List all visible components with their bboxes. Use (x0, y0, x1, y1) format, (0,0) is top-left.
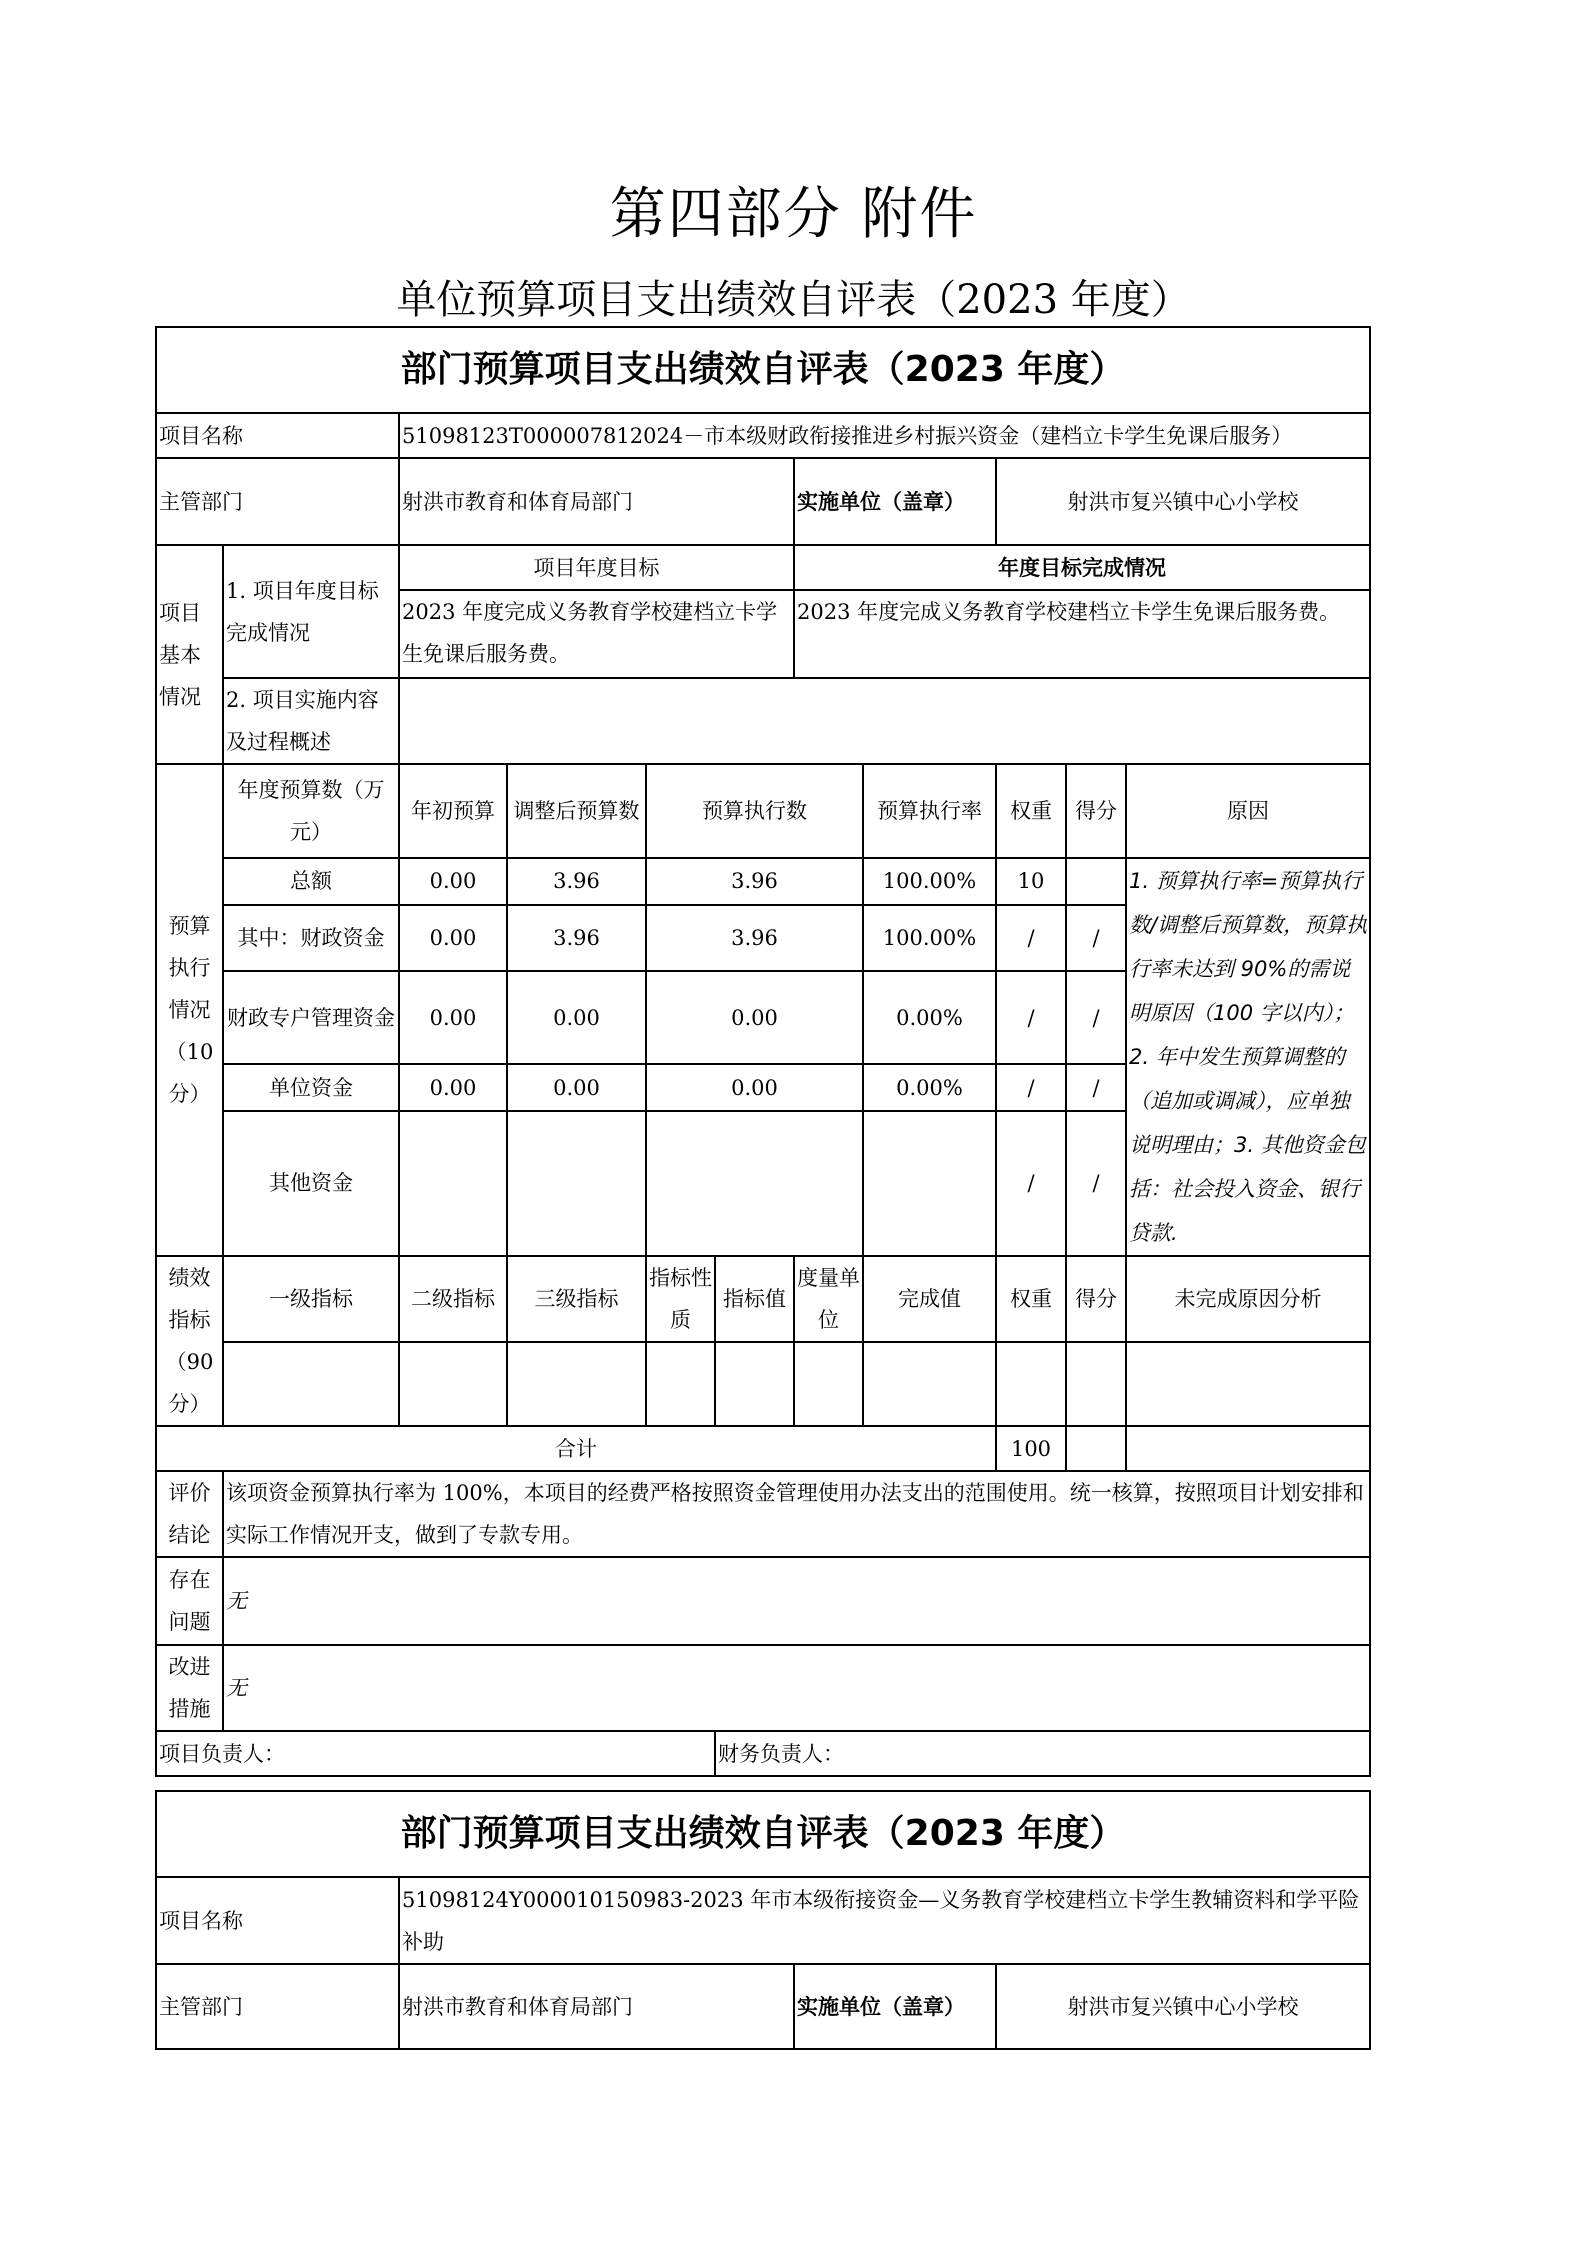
budget-exec-label: 预算执行情况（10分） (156, 764, 223, 1256)
self-evaluation-table-2 (155, 1790, 1371, 2050)
budget-initial: 0.00 (399, 905, 507, 972)
perf-header-4: 指标值 (715, 1256, 794, 1342)
supervisor-dept-label: 主管部门 (156, 458, 399, 545)
perf-indicators-label: 绩效指标（90分） (156, 1256, 223, 1426)
project-name-label: 项目名称 (156, 1877, 399, 1964)
budget-rate: 100.00% (863, 858, 996, 905)
budget-header-2: 调整后预算数 (507, 764, 646, 858)
budget-rate (863, 1111, 996, 1256)
perf-row-empty (156, 1342, 1370, 1426)
perf-header-5: 度量单位 (794, 1256, 863, 1342)
supervisor-dept-label: 主管部门 (156, 1964, 399, 2049)
reason-note: 1. 预算执行率=预算执行数/调整后预算数，预算执行率未达到 90%的需说明原因（100 字以内）；2. 年中发生预算调整的（追加或调减），应单独说明理由；3. 其他资金包括：社会投入资金、银行贷款. (1126, 858, 1370, 1256)
budget-executed: 0.00 (646, 1064, 863, 1111)
budget-executed: 3.96 (646, 858, 863, 905)
impl-unit-value: 射洪市复兴镇中心小学校 (996, 1964, 1370, 2049)
budget-adjusted: 0.00 (507, 1064, 646, 1111)
budget-header-0: 年度预算数（万元） (223, 764, 399, 858)
supervisor-dept-value: 射洪市教育和体育局部门 (399, 1964, 794, 2049)
budget-weight: / (996, 1064, 1066, 1111)
goal-status-value: 2023 年度完成义务教育学校建档立卡学生免课后服务费。 (794, 590, 1370, 678)
finance-lead-label: 财务负责人： (715, 1731, 1370, 1776)
improvements-value: 无 (223, 1645, 1370, 1731)
perf-header-2: 三级指标 (507, 1256, 646, 1342)
perf-header-6: 完成值 (863, 1256, 996, 1342)
budget-score: / (1066, 1111, 1126, 1256)
goal-status-header: 年度目标完成情况 (794, 545, 1370, 590)
budget-executed: 0.00 (646, 971, 863, 1064)
perf-header-8: 得分 (1066, 1256, 1126, 1342)
budget-initial: 0.00 (399, 1064, 507, 1111)
budget-row-label: 其他资金 (223, 1111, 399, 1256)
page-main-title: 第四部分 附件 (609, 182, 978, 247)
annual-goal-header: 项目年度目标 (399, 545, 794, 590)
annual-goal-value: 2023 年度完成义务教育学校建档立卡学生免课后服务费。 (399, 590, 794, 678)
total-weight: 100 (996, 1426, 1066, 1471)
impl-content-label: 2. 项目实施内容及过程概述 (223, 678, 399, 764)
project-name-value: 51098123T000007812024－市本级财政衔接推进乡村振兴资金（建档立卡学生免课后服务） (399, 413, 1370, 458)
perf-header-3: 指标性质 (646, 1256, 715, 1342)
budget-header-1: 年初预算 (399, 764, 507, 858)
impl-unit-value: 射洪市复兴镇中心小学校 (996, 458, 1370, 545)
budget-adjusted: 0.00 (507, 971, 646, 1064)
issues-value: 无 (223, 1557, 1370, 1645)
table-title: 部门预算项目支出绩效自评表（2023 年度） (156, 327, 1370, 413)
budget-score: / (1066, 1064, 1126, 1111)
budget-header-7: 原因 (1126, 764, 1370, 858)
basic-info-label: 项目基本情况 (156, 545, 223, 764)
budget-initial: 0.00 (399, 858, 507, 905)
issues-label: 存在问题 (156, 1557, 223, 1645)
table-title: 部门预算项目支出绩效自评表（2023 年度） (156, 1791, 1370, 1877)
budget-score: / (1066, 905, 1126, 972)
budget-row-label: 财政专户管理资金 (223, 971, 399, 1064)
budget-initial: 0.00 (399, 971, 507, 1064)
budget-header-6: 得分 (1066, 764, 1126, 858)
budget-rate: 0.00% (863, 1064, 996, 1111)
project-lead-label: 项目负责人： (156, 1731, 715, 1776)
budget-rate: 0.00% (863, 971, 996, 1064)
perf-header-0: 一级指标 (223, 1256, 399, 1342)
budget-initial (399, 1111, 507, 1256)
impl-content-value (399, 678, 1370, 764)
budget-row-label: 总额 (223, 858, 399, 905)
budget-row-label: 其中：财政资金 (223, 905, 399, 972)
budget-weight: / (996, 1111, 1066, 1256)
supervisor-dept-value: 射洪市教育和体育局部门 (399, 458, 794, 545)
budget-executed: 3.96 (646, 905, 863, 972)
budget-score: / (1066, 971, 1126, 1064)
impl-unit-label: 实施单位（盖章） (794, 1964, 996, 2049)
budget-row-label: 单位资金 (223, 1064, 399, 1111)
budget-header-4: 预算执行率 (863, 764, 996, 858)
budget-weight: 10 (996, 858, 1066, 905)
page-sub-title: 单位预算项目支出绩效自评表（2023 年度） (396, 277, 1191, 323)
improvements-label: 改进措施 (156, 1645, 223, 1731)
budget-adjusted: 3.96 (507, 905, 646, 972)
perf-header-9: 未完成原因分析 (1126, 1256, 1370, 1342)
eval-conclusion-label: 评价结论 (156, 1471, 223, 1557)
impl-unit-label: 实施单位（盖章） (794, 458, 996, 545)
total-reason (1126, 1426, 1370, 1471)
perf-header-1: 二级指标 (399, 1256, 507, 1342)
total-score (1066, 1426, 1126, 1471)
budget-row (156, 858, 1370, 905)
budget-adjusted: 3.96 (507, 858, 646, 905)
budget-score (1066, 858, 1126, 905)
eval-conclusion-value: 该项资金预算执行率为 100%，本项目的经费严格按照资金管理使用办法支出的范围使用。统一核算，按照项目计划安排和实际工作情况开支，做到了专款专用。 (223, 1471, 1370, 1557)
budget-header-5: 权重 (996, 764, 1066, 858)
budget-rate: 100.00% (863, 905, 996, 972)
total-label: 合计 (156, 1426, 996, 1471)
goal-completion-label: 1. 项目年度目标完成情况 (223, 545, 399, 678)
budget-executed (646, 1111, 863, 1256)
budget-header-3: 预算执行数 (646, 764, 863, 858)
self-evaluation-table-1 (155, 326, 1371, 1777)
budget-weight: / (996, 971, 1066, 1064)
project-name-label: 项目名称 (156, 413, 399, 458)
budget-adjusted (507, 1111, 646, 1256)
perf-header-7: 权重 (996, 1256, 1066, 1342)
project-name-value: 51098124Y000010150983-2023 年市本级衔接资金—义务教育学校建档立卡学生教辅资料和学平险补助 (399, 1877, 1370, 1964)
budget-weight: / (996, 905, 1066, 972)
